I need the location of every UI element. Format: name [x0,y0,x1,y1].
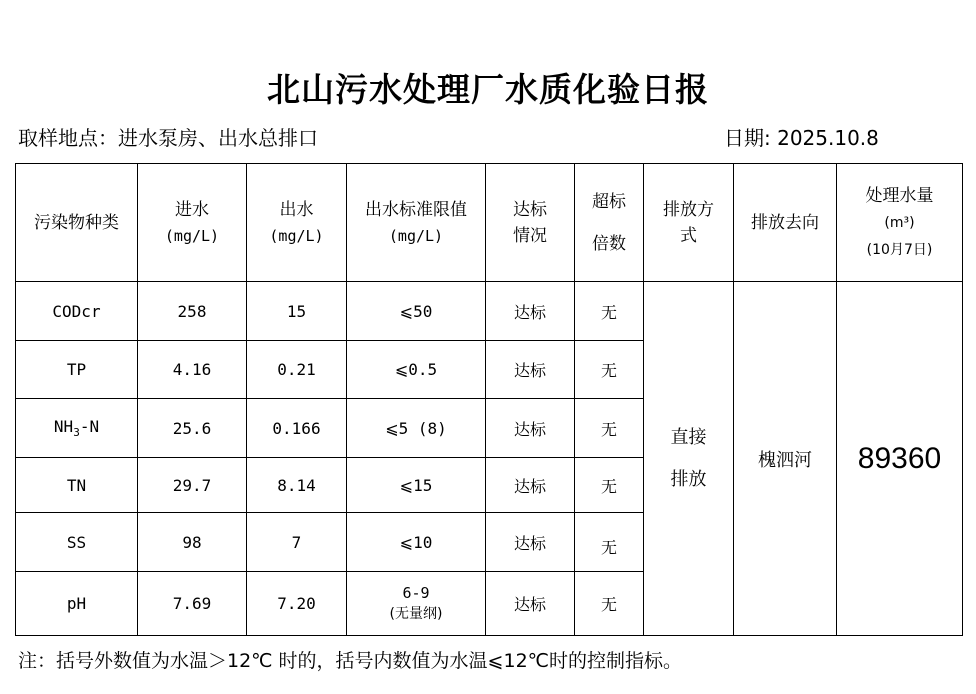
outflow-cell: 0.166 [247,399,347,458]
status-cell: 达标 [486,458,575,513]
outflow-cell: 7 [247,513,347,572]
outflow-cell: 0.21 [247,341,347,399]
inflow-cell: 4.16 [138,341,247,399]
limit-cell: ⩽10 [347,513,486,572]
treated-volume-cell: 89360 [837,282,963,636]
status-cell: 达标 [486,341,575,399]
pollutant-cell: TN [16,458,138,513]
outflow-cell: 7.20 [247,572,347,636]
water-quality-table [15,163,963,636]
status-cell: 达标 [486,513,575,572]
exceed-cell: 无 [575,513,644,572]
inflow-cell: 29.7 [138,458,247,513]
footnote: 注：括号外数值为水温＞12℃ 时的，括号内数值为水温⩽12℃时的控制指标。 [18,650,682,672]
report-date: 日期: 2025.10.8 [724,126,879,150]
header-destination: 排放去向 [734,164,837,282]
pollutant-cell: SS [16,513,138,572]
pollutant-cell: CODcr [16,282,138,341]
limit-cell: ⩽0.5 [347,341,486,399]
exceed-cell: 无 [575,458,644,513]
header-status: 达标 情况 [486,164,575,282]
outflow-cell: 8.14 [247,458,347,513]
sampling-location: 取样地点：进水泵房、出水总排口 [18,126,318,150]
inflow-cell: 7.69 [138,572,247,636]
exceed-cell: 无 [575,341,644,399]
limit-cell: ⩽50 [347,282,486,341]
header-inflow: 进水 (mg/L) [138,164,247,282]
header-limit: 出水标准限值 (mg/L) [347,164,486,282]
inflow-cell: 98 [138,513,247,572]
pollutant-cell: TP [16,341,138,399]
pollutant-cell: pH [16,572,138,636]
status-cell: 达标 [486,399,575,458]
exceed-cell: 无 [575,399,644,458]
exceed-cell: 无 [575,572,644,636]
header-row [16,164,963,282]
limit-cell: 6-9 (无量纲) [347,572,486,636]
inflow-cell: 258 [138,282,247,341]
limit-cell: ⩽15 [347,458,486,513]
outflow-cell: 15 [247,282,347,341]
header-pollutant: 污染物种类 [16,164,138,282]
status-cell: 达标 [486,572,575,636]
header-method: 排放方 式 [644,164,734,282]
header-volume: 处理水量 (m³) (10月7日) [837,164,963,282]
status-cell: 达标 [486,282,575,341]
exceed-cell: 无 [575,282,644,341]
inflow-cell: 25.6 [138,399,247,458]
header-exceed: 超标 倍数 [575,164,644,282]
limit-cell: ⩽5 (8) [347,399,486,458]
header-outflow: 出水 (mg/L) [247,164,347,282]
table-row [16,282,963,341]
discharge-destination-cell: 槐泗河 [734,282,837,636]
page-title: 北山污水处理厂水质化验日报 [267,70,709,109]
discharge-method-cell: 直接 排放 [644,282,734,636]
pollutant-cell: $NH_3-N$ [16,399,138,458]
